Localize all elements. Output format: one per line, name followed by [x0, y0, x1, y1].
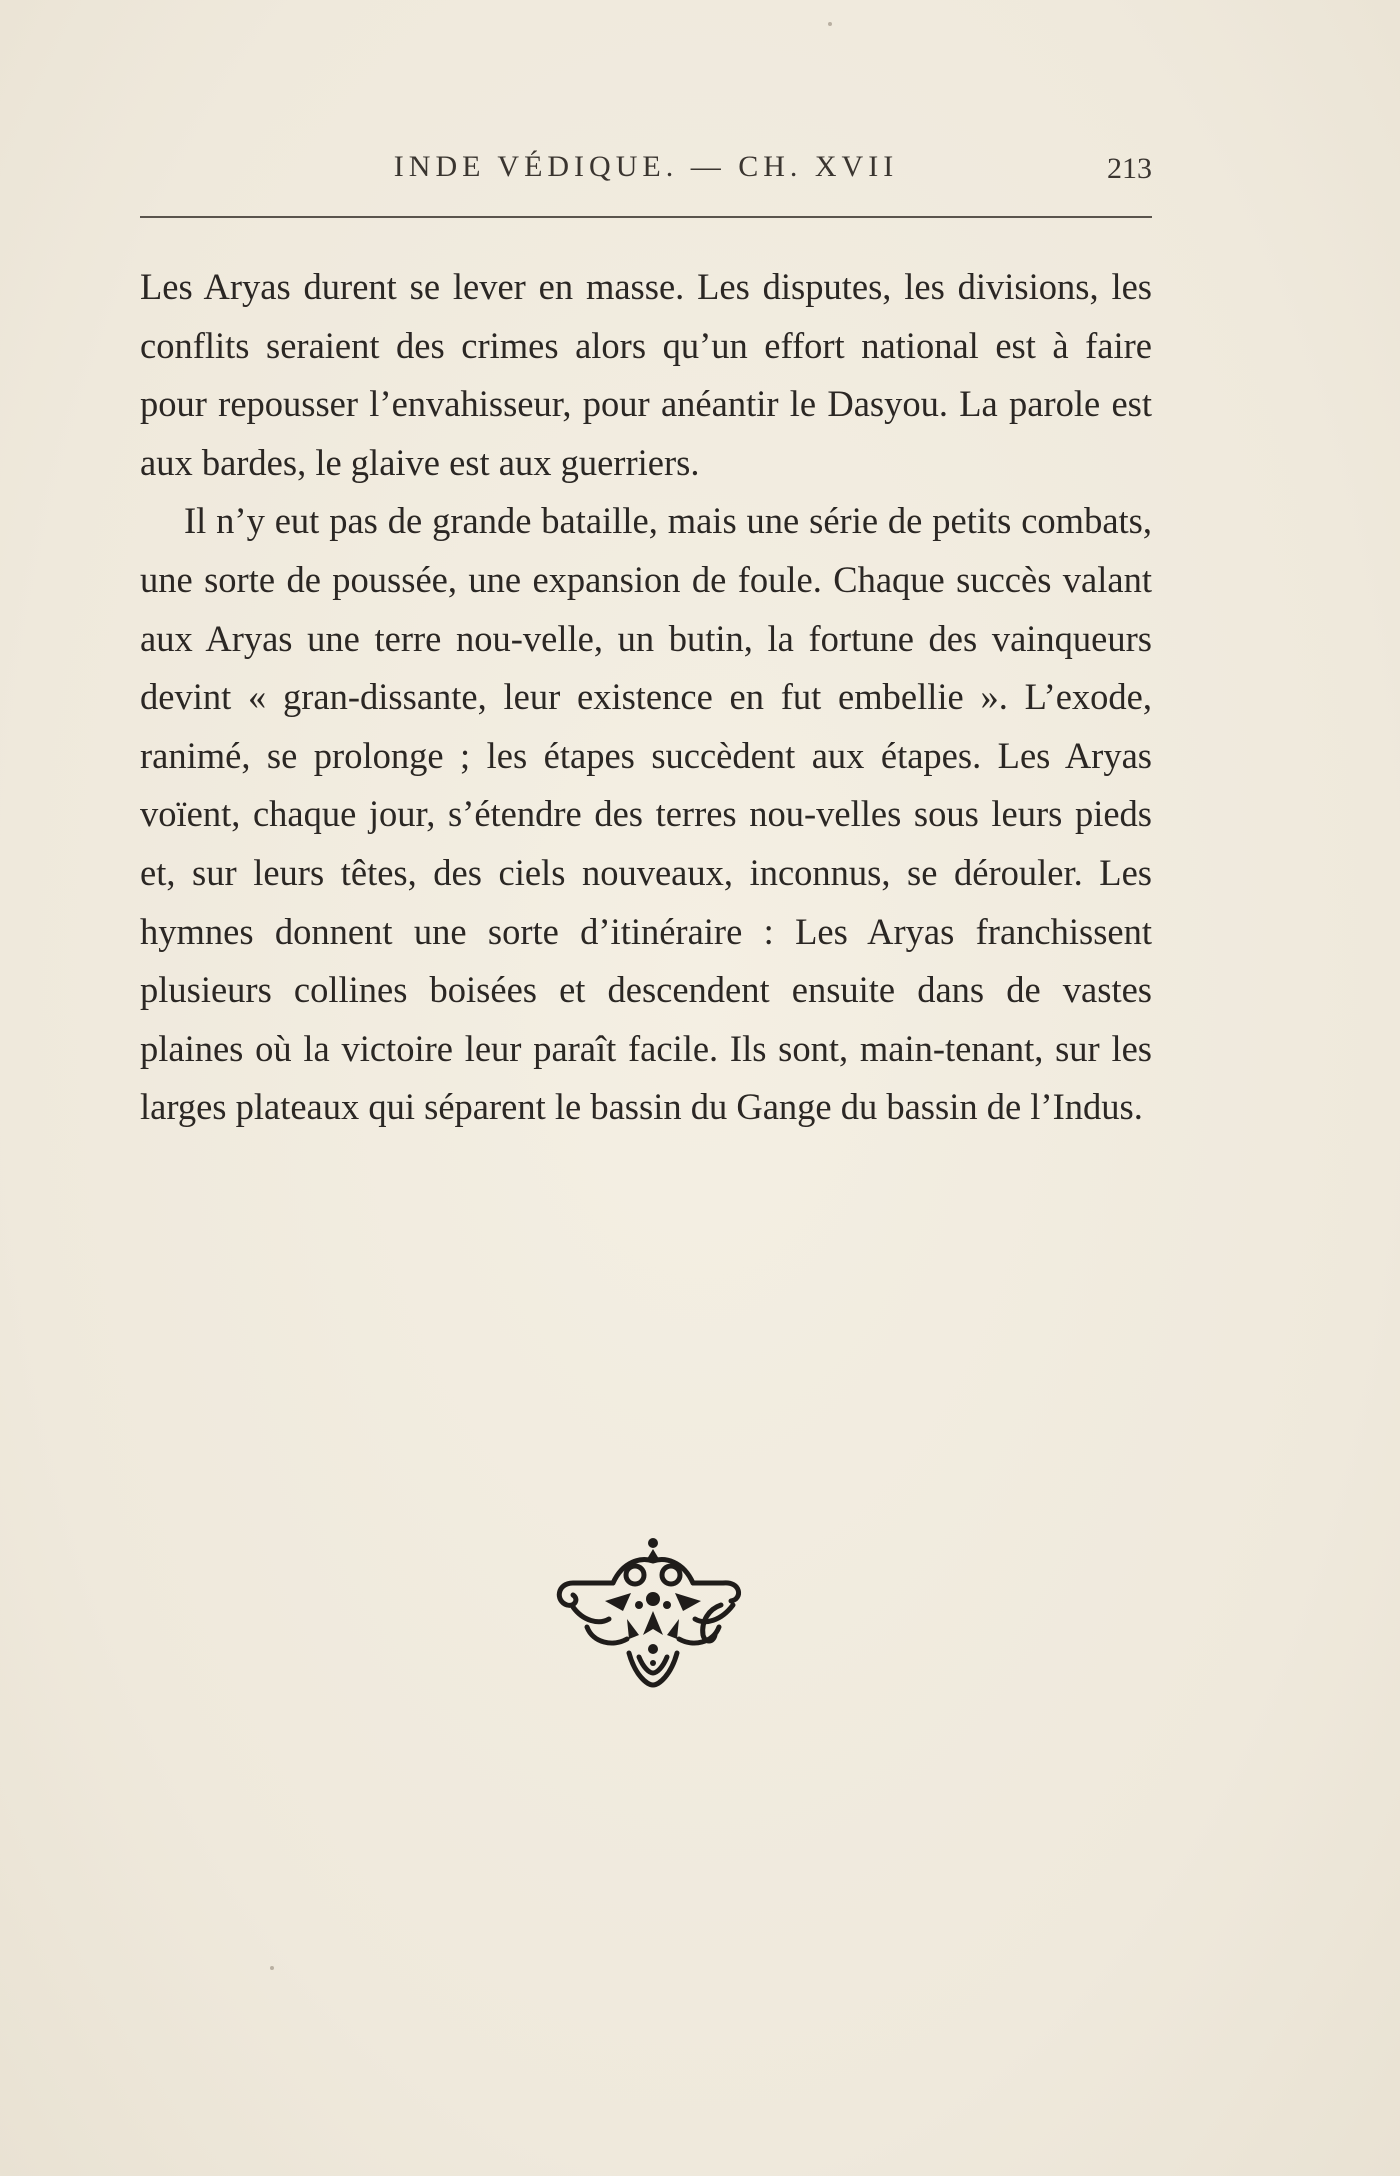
page-number: 213	[1107, 152, 1152, 185]
running-head: INDE VÉDIQUE. — CH. XVII	[393, 150, 899, 183]
tailpiece-ornament-icon	[543, 1535, 763, 1705]
paper-speck	[270, 1966, 274, 1970]
header-rule	[140, 216, 1152, 218]
paper-speck	[828, 22, 832, 26]
body-text	[140, 258, 1152, 1137]
page-header	[140, 150, 1152, 190]
paragraph-1: Les Aryas durent se lever en masse. Les disputes, les divisions, les conflits seraient des crimes alors qu’un effort national est à faire pour repousser l’envahisseur, pour anéantir le Dasyou. La parole est aux bardes, le glaive est aux guerriers.	[140, 266, 1152, 483]
paragraph-2: Il n’y eut pas de grande bataille, mais une série de petits combats, une sorte de poussée, une expansion de foule. Chaque succès valant aux Aryas une terre nou-velle, un butin, la fortune des vainqueurs devint « gran-dissante, leur existence en fut embellie ». L’exode, ranimé, se prolonge ; les étapes succèdent aux étapes. Les Aryas voïent, chaque jour, s’étendre des terres nou-velles sous leurs pieds et, sur leurs têtes, des ciels nouveaux, inconnus, se dérouler. Les hymnes donnent une sorte d’itinéraire : Les Aryas franchissent plusieurs collines boisées et descendent ensuite dans de vastes plaines où la victoire leur paraît facile. Ils sont, main-tenant, sur les larges plateaux qui séparent le bassin du Gange du bassin de l’Indus.	[140, 500, 1152, 1128]
